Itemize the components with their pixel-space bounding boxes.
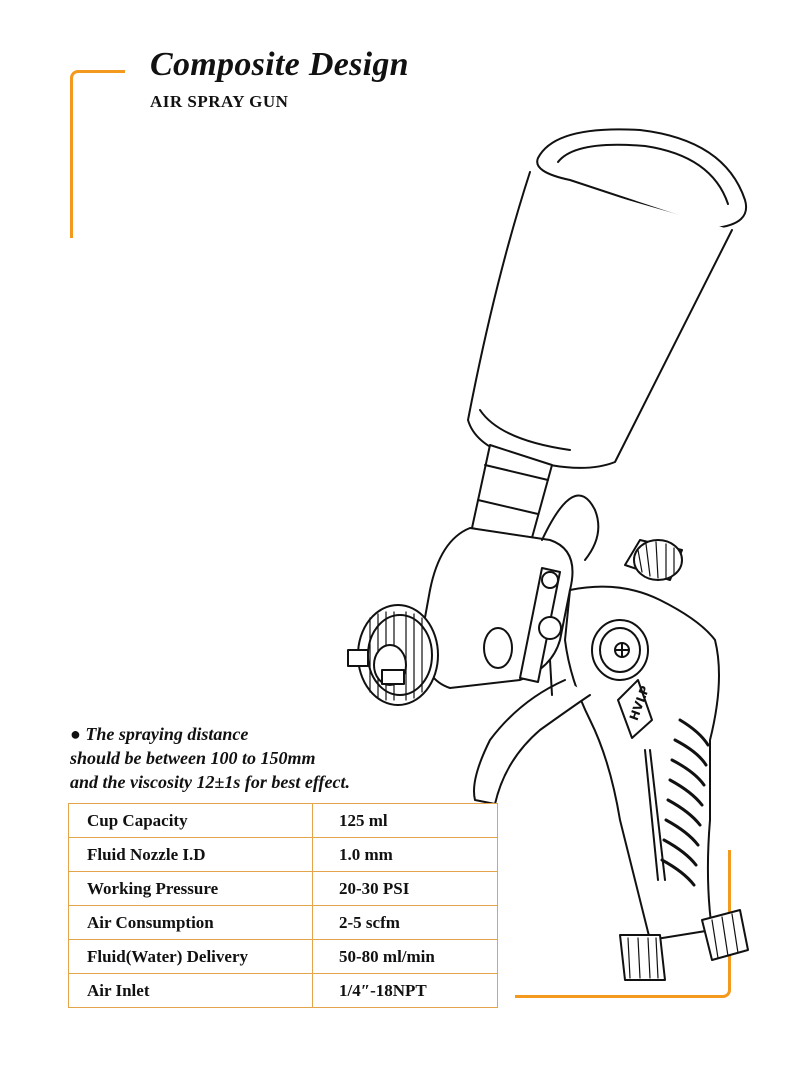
- spec-label: Air Consumption: [69, 906, 313, 940]
- table-row: [69, 940, 498, 974]
- spec-label: Fluid Nozzle I.D: [69, 838, 313, 872]
- usage-note-line: should be between 100 to 150mm: [70, 748, 316, 768]
- spec-value: 125 ml: [313, 804, 498, 838]
- page-title: Composite Design: [150, 46, 409, 83]
- table-row: [69, 906, 498, 940]
- usage-note-line: ● The spraying distance: [70, 724, 249, 744]
- table-row: [69, 974, 498, 1008]
- usage-note-line: and the viscosity 12±1s for best effect.: [70, 772, 351, 792]
- usage-note: [70, 722, 350, 794]
- table-row: [69, 872, 498, 906]
- spec-label: Working Pressure: [69, 872, 313, 906]
- spec-label: Air Inlet: [69, 974, 313, 1008]
- spec-label: Fluid(Water) Delivery: [69, 940, 313, 974]
- spec-value: 50-80 ml/min: [313, 940, 498, 974]
- page-subtitle: AIR SPRAY GUN: [150, 92, 289, 111]
- spec-value: 1/4″-18NPT: [313, 974, 498, 1008]
- spec-value: 1.0 mm: [313, 838, 498, 872]
- spec-value: 2-5 scfm: [313, 906, 498, 940]
- table-row: [69, 838, 498, 872]
- table-row: [69, 804, 498, 838]
- spec-label: Cup Capacity: [69, 804, 313, 838]
- corner-bracket-top: [70, 70, 125, 238]
- hvlp-logo: HVLP: [626, 683, 653, 723]
- spec-value: 20-30 PSI: [313, 872, 498, 906]
- specifications-table: [68, 803, 498, 1008]
